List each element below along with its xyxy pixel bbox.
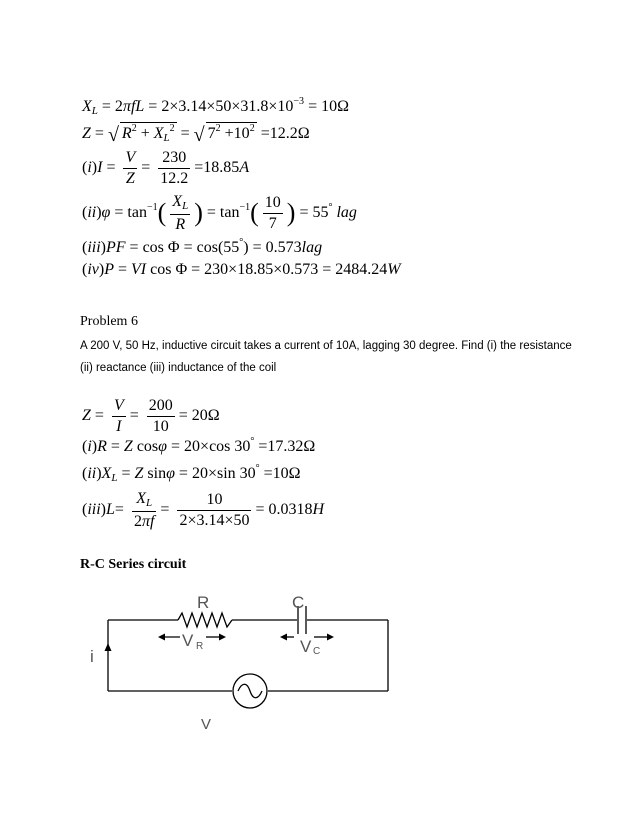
vr-arrowhead-right xyxy=(219,634,226,641)
resistor-label: R xyxy=(197,593,210,612)
equation-z: Z = $\frac{V}{I}$ = $\frac{200}{10}$ = 20Ω xyxy=(82,397,220,435)
rc-circuit-diagram xyxy=(0,586,638,826)
resistor xyxy=(178,613,232,627)
problem-text-line1: A 200 V, 50 Hz, inductive circuit takes a current of 10A, lagging 30 degree. Find (i) the resistance xyxy=(80,340,572,352)
source-label: V xyxy=(201,716,212,733)
equation-power: (iv)P = VI cos Φ = 230×18.85×0.573 = 2484.24W xyxy=(82,261,401,278)
vc-arrowhead-right xyxy=(327,634,334,641)
equation-xl: $X_L = 2\pi fL = 2\times 3.14\times 50\times 31.8\times 10^{-3} = 10\Omega$ xyxy=(82,96,349,117)
equation-current: (i)I = $\frac{V}{Z}$ = $\frac{230}{12.2}$ =18.85A xyxy=(82,149,250,187)
vc-arrowhead-left xyxy=(280,634,287,641)
problem-title: Problem 6 xyxy=(80,314,138,329)
vr-arrowhead-left xyxy=(158,634,165,641)
vc-subscript: C xyxy=(313,646,321,657)
equation-impedance: Z = √ $R^2 + X_L^2$ = √ $7^2 +10^2 =12.2\Omega$ xyxy=(82,123,310,146)
ac-source-wave xyxy=(238,684,262,698)
problem-text-line2: (ii) reactance (iii) inductance of the coil xyxy=(80,362,277,374)
current-label: i xyxy=(90,647,94,666)
equation-power-factor: (iii)PF = cos Φ = cos(55°) = 0.573lag xyxy=(82,237,323,256)
current-arrowhead xyxy=(105,643,112,651)
equation-resistance: (i)R = Z cosφ = 20×cos 30° =17.32Ω xyxy=(82,436,316,455)
equation-inductance: (iii)L= $\frac{X_L}{2\pi f}$ = $\frac{10}{2\times 3.14\times 50}$ = 0.0318H xyxy=(82,490,325,530)
vr-label: V xyxy=(182,631,194,650)
vr-subscript: R xyxy=(196,641,204,652)
vc-label: V xyxy=(300,637,312,656)
capacitor-label: C xyxy=(292,593,305,612)
section-title: R-C Series circuit xyxy=(80,557,187,572)
equation-reactance: $(ii)X_L = Z$ sinφ = 20×sin 30° =10Ω xyxy=(82,463,301,484)
equation-phase-angle: $(ii)\varphi = \tan^{-1}$( $\frac{X_L}{R}$ ) = $\tan^{-1}$( $\frac{10}{7}$ ) = 55° lag xyxy=(82,193,357,233)
